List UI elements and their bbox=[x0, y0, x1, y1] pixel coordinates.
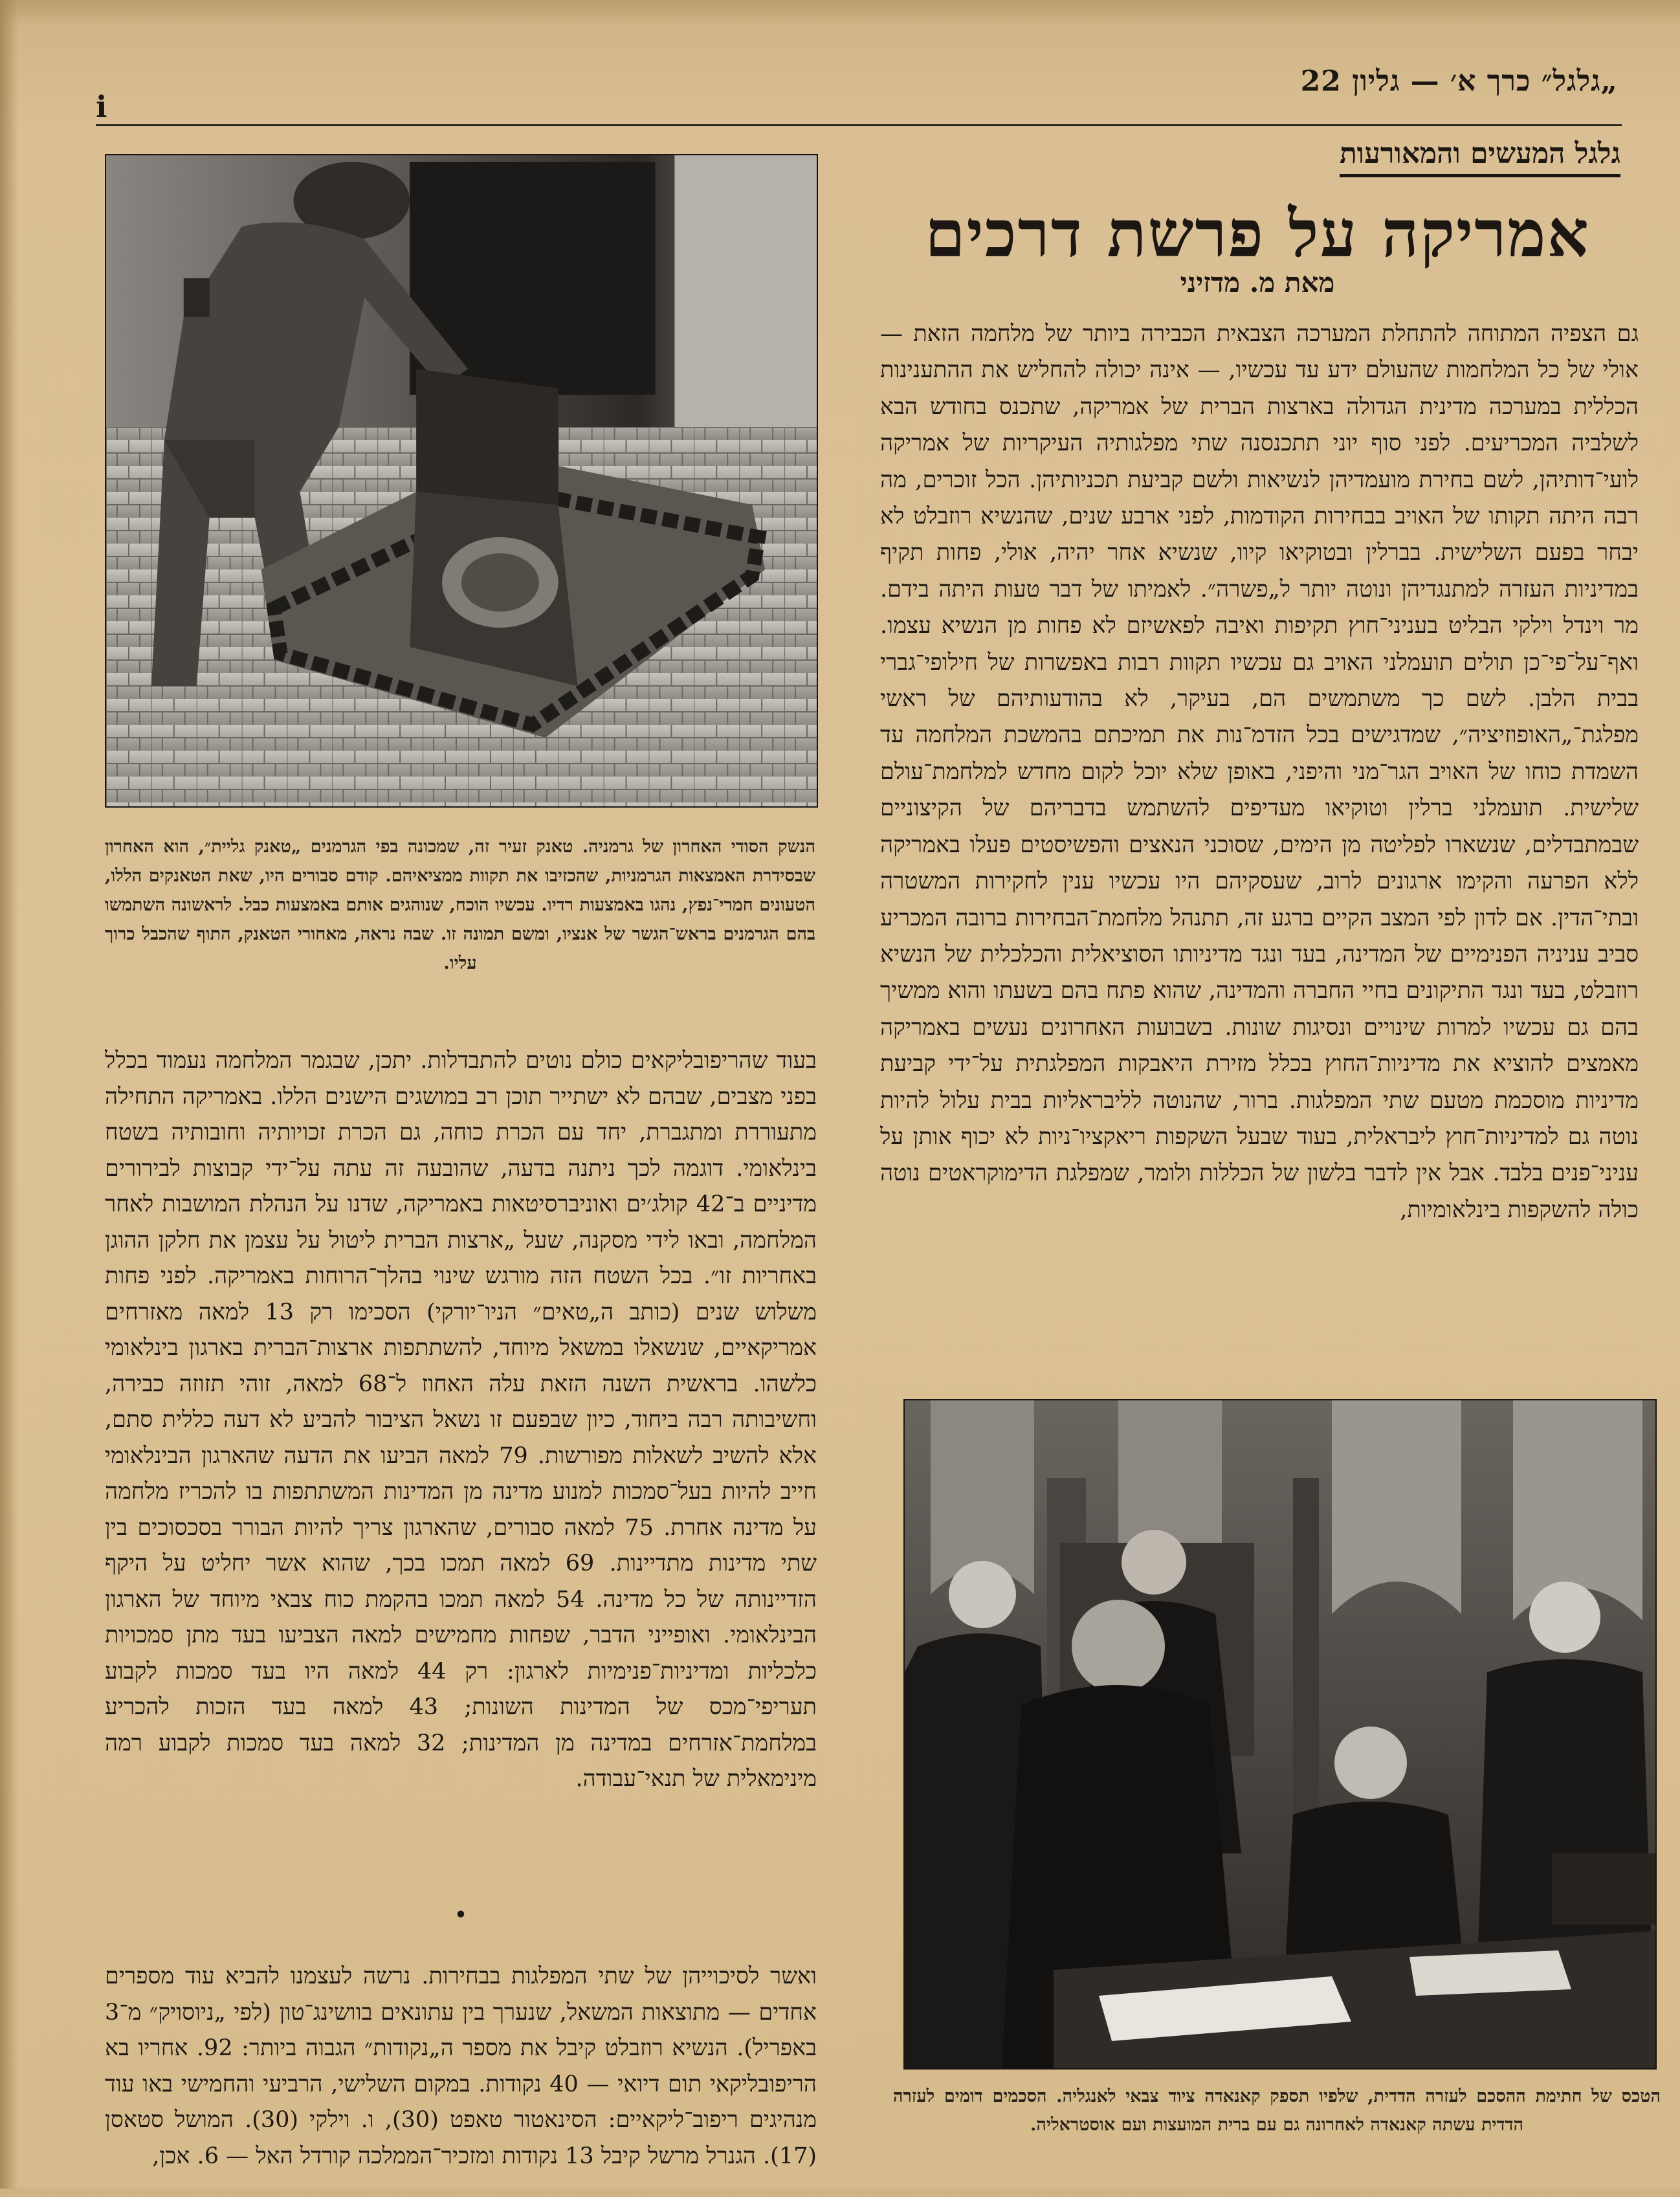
article-paragraph: בעוד שהריפובליקאים כולם נוטים להתבדלות. יתכן, שבגמר המלחמה נעמוד בכלל בפני מצבים, שבהם לא ישתייר תוכן רב במושגים הישנים הללו. באמריקה התחילה מתעוררת ומתגברת, יחד עם הכרת כוחה, גם הכרת זכויותיה וחובותיה בשטח בינלאומי. דוגמה לכך ניתנה בדעה, שהובעה זה עתה על־ידי קבוצות לבירורים מדיניים ב־42 קולג׳ים ואוניברסיטאות באמריקה, שדנו על הנהלת המושבות לאחר המלחמה, ובאו לידי מסקנה, שעל „ארצות הברית ליטול על עצמן את חלקן ההוגן באחריות זו״. בכל השטח הזה מורגש שינוי בהלך־הרוחות באמריקה. לפני פחות משלוש שנים (כותב ה„טאים״ הניו־יורקי) הסכימו רק 13 למאה מאזרחים אמריקאיים, שנשאלו במשאל מיוחד, להשתתפות ארצות־הברית בארגון בינלאומי כלשהו. בראשית השנה הזאת עלה האחוז ל־68 למאה, זוהי תזוזה כבירה, וחשיבותה רבה ביחוד, כיון שבפעם זו נשאל הציבור להביע לא דעה כללית סתם, אלא להשיב לשאלות מפורשות. 79 למאה הביעו את הדעה שהארגון הבינלאומי חייב להיות בעל־סמכות למנוע מדינה מן המדינות המשתתפות בו להכריז מלחמה על מדינה אחרת. 75 למאה סבורים, שהארגון צריך להיות הבורר בסכסוכים בין שתי מדינות מתדיינות. 69 למאה תמכו בכך, שהוא אשר יחליט על היקף הזדיינותה של כל מדינה. 54 למאה תמכו בהקמת כוח צבאי מיוחד של הארגון הבינלאומי. ואופייני הדבר, שפחות מחמישים למאה הצביעו בעד מתן סמכויות כלכליות ומדיניות־פנימיות לארגון: רק 44 למאה היו בעד סמכות לקבוע תעריפי־מכס של המדינות השונות; 43 למאה בעד הזכות להכריע במלחמת־אזרחים במדינה מן המדינות; 32 למאה בעד סמכות לקבוע רמה מינימאלית של תנאי־עבודה. bbox=[105, 1048, 817, 1792]
article-paragraph: ואשר לסיכוייהן של שתי המפלגות בבחירות. נרשה לעצמנו להביא עוד מספרים אחדים — מתוצאות המשאל, שנערך בין עתונאים בוושינג־טון (לפי „ניוסויק״ מ־3 באפריל). הנשיא רוזבלט קיבל את מספר ה„נקודות״ הגבוה ביותר: 92. אחריו בא הריפובליקאי תום דיואי — 40 נקודות. במקום השלישי, הרביעי והחמישי באו עוד מנהיגים ריפוב־ליקאיים: הסינאטור טאפט (30), ו. וילקי (30). המושל סטאסן (17). הגנרל מרשל קיבל 13 נקודות ומזכיר־הממלכה קורדל האל — 6. אכן, bbox=[105, 1963, 817, 2169]
article-paragraph: גם הצפיה המתוחה להתחלת המערכה הצבאית הכבירה ביותר של מלחמה הזאת — אולי של כל המלחמות שהעולם ידע עד עכשיו, — אינה יכולה להחליש את ההתענינות הכללית במערכה מדינית הגדולה בארצות הברית של אמריקה, שתכנס בחודש הבא לשלביה המכריעים. לפני סוף יוני תתכנסנה שתי מפלגותיה העיקריות של אמריקה לועי־דותיהן, לשם בחירת מועמדיהן לנשיאות ולשם קביעת תכניותיהן. הכל זוכרים, מה רבה היתה תקותו של האויב בבחירות הקודמות, לפני ארבע שנים, שהנשיא רוזבלט לא יבחר בפעם השלישית. בברלין ובטוקיאו קיוו, שנשיא אחר יהיה, אולי, פחות תקיף במדיניות העזרה למתנגדיהן ונוטה יותר ל„פשרה״. לאמיתו של דבר טעות היתה בידם. מר וינדל וילקי הבליט בעניני־חוץ תקיפות ואיבה לפאשיזם לא פחות מן הנשיא עצמו. ואף־על־פי־כן תולים תועמלני האויב גם עכשיו תקוות רבות באפשרות של חילופי־גברי בבית הלבן. לשם כך משתמשים הם, בעיקר, לא בהודעותיהם של ראשי מפלגת־„האופוזיציה״, שמדגישים בכל הזדמ־נות את תמיכתם בהמשכת המלחמה עד השמדת כוחו של האויב הגר־מני והיפני, באופן שלא יוכל לקום מחדש למלחמת־עולם שלישית. תועמלני ברלין וטוקיאו מעדיפים להשתמש בדבריהם של הקיצוניים שבמתבדלים, שנשארו לפליטה מן הימים, שסוכני הנאצים והפשיסטים פעלו באמריקה ללא הפרעה והקימו ארגונים לרוב, שעסקיהם היו עכשיו ענין לחקירות המשטרה ובתי־הדין. אם לדון לפי המצב הקיים ברגע זה, תתנהל מלחמת־הבחירות ברובה המכריע סביב עניניה הפנימיים של המדינה, בעד ונגד מדיניותו הסוציאלית והכלכלית של הנשיא רוזבלט, בעד ונגד התיקונים בחיי החברה והמדינה, שהוא פתח בהם בשעתו והוא ממשיך בהם גם עכשיו למרות שינויים ונסיגות שונות. בשבועות האחרונים נעשים באמריקה מאמצים להוציא את מדיניות־החוץ בכלל מזירת היאבקות המפלגתית על־ידי קביעת מדיניות מוסכמת מטעם שתי המפלגות. ברור, שהנוטה לליבראליות בבית עלול להיות נוטה גם למדיניות־חוץ ליבראלית, בעוד שבעל השקפות ריאקציו־ניות לא יכוף אותן על עניני־פנים בלבד. אבל אין לדבר בלשון של הכללות ולומר, שמפלגת הדימוקראטים נוטה כולה להשקפות בינלאומיות, bbox=[880, 321, 1639, 1223]
article-headline: אמריקה על פרשת דרכים bbox=[925, 195, 1590, 272]
signing-ceremony-photo bbox=[903, 1399, 1657, 2070]
article-column-left-continued bbox=[105, 1936, 817, 2197]
header-rule bbox=[96, 124, 1622, 126]
page-marker: i bbox=[96, 89, 107, 124]
article-column-left bbox=[105, 1043, 817, 1798]
tank-photo bbox=[105, 154, 818, 808]
tank-photo-caption: הנשק הסודי האחרון של גרמניה. טאנק זעיר זה, שמכונה בפי הגרמנים „טאנק גליית״, הוא האחרון שבסידרת האמצאות הגרמניות, שהכזיבו את תקוות ממציאיהם. קודם סבורים היו, שאת הטאנקים הללו, הטעונים חמרי־נפץ, נהגו באמצעות רדיו. עכשיו הוכח, שנוהגים אותם באמצעות כבל. לראשונה השתמשו בהם הגרמנים בראש־הגשר של אנציו, ומשם תמונה זו. שבה נראה, מאחורי הטאנק, התוף שהכבל כרוך עליו. bbox=[105, 837, 815, 973]
tank-photo-image bbox=[106, 155, 817, 806]
section-break: • bbox=[454, 1904, 467, 1927]
section-tag: גלגל המעשים והמאורעות bbox=[1340, 137, 1620, 177]
running-head: „גלגל״ כרך א׳ — גליון 22 bbox=[1300, 65, 1618, 98]
signing-photo-caption: הטכס של חתימת ההסכם לעזרה הדדית, שלפיו תספק קאנאדה ציוד צבאי לאנגליה. הסכמים דומים לעזרה הדדית עשתה קאנאדה לאחרונה גם עם ברית המועצות ועם אוסטראליה. bbox=[893, 2086, 1661, 2135]
article-column-right bbox=[880, 316, 1639, 1228]
article-byline: מאת מ. מדזיני bbox=[1180, 267, 1335, 298]
signing-ceremony-photo-image bbox=[905, 1400, 1655, 2068]
